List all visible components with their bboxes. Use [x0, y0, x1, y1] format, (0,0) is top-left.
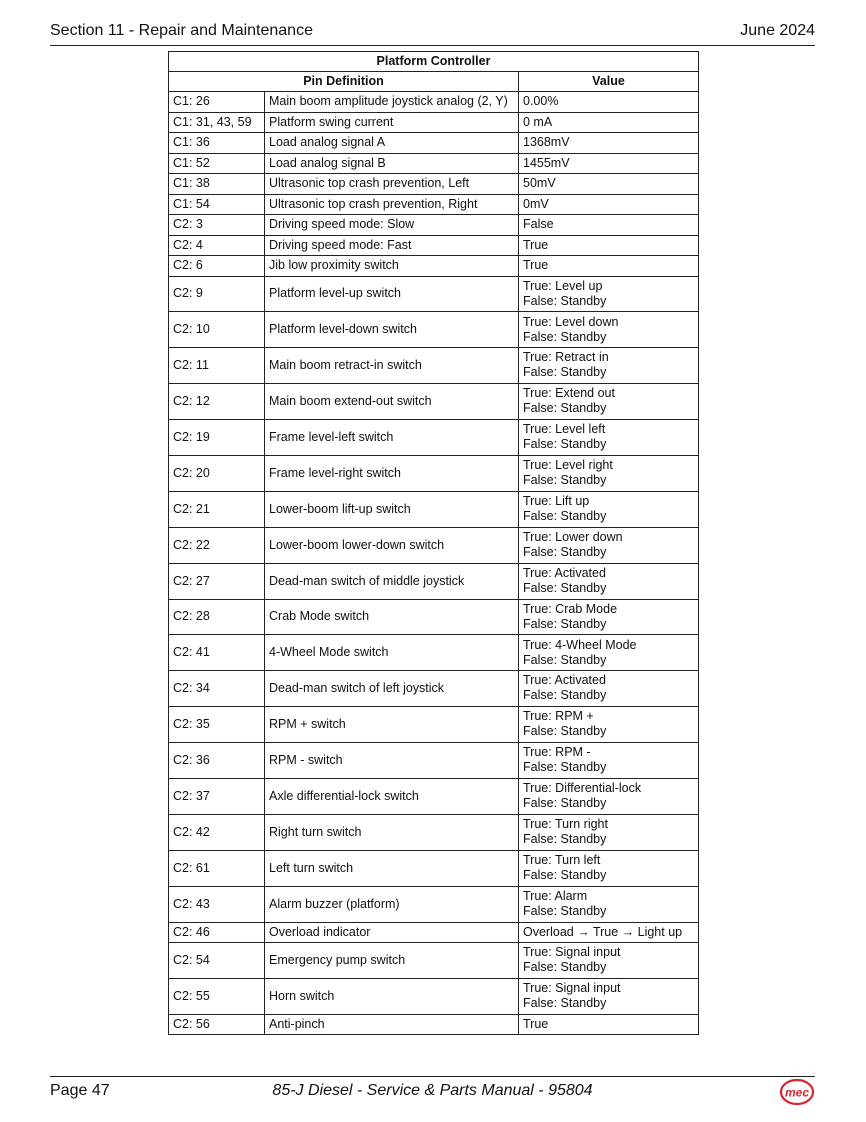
value-cell	[519, 420, 699, 456]
pin-cell: C2: 61	[169, 850, 265, 886]
pin-cell: C2: 19	[169, 420, 265, 456]
section-title: Section 11 - Repair and Maintenance	[50, 22, 313, 39]
definition-cell: Dead-man switch of middle joystick	[265, 563, 519, 599]
value-cell	[519, 215, 699, 236]
table-row	[169, 814, 699, 850]
table-row	[169, 312, 699, 348]
value-line-2: False: Standby	[523, 401, 607, 416]
value-line-1: True: Retract in	[523, 350, 609, 365]
value-line-2: False: Standby	[523, 509, 607, 524]
table-row	[169, 235, 699, 256]
table-row	[169, 563, 699, 599]
value-line-2: False: Standby	[523, 473, 607, 488]
table-row	[169, 707, 699, 743]
table-row	[169, 256, 699, 277]
value-line-2: False: Standby	[523, 652, 607, 667]
value-line-1: True: Turn left	[523, 852, 601, 867]
pin-cell: C2: 27	[169, 563, 265, 599]
value-line-2: False: Standby	[523, 329, 607, 344]
value-cell	[519, 563, 699, 599]
definition-cell: Frame level-right switch	[265, 455, 519, 491]
value-line-1: True	[523, 1017, 549, 1032]
definition-cell: 4-Wheel Mode switch	[265, 635, 519, 671]
definition-cell: Dead-man switch of left joystick	[265, 671, 519, 707]
value-cell	[519, 886, 699, 922]
value-cell	[519, 814, 699, 850]
value-line-1: Overload → True → Light up	[523, 924, 683, 939]
value-cell	[519, 922, 699, 943]
value-line-1: True: RPM -	[523, 745, 591, 760]
value-line-1: True: Lift up	[523, 494, 590, 509]
definition-cell: Ultrasonic top crash prevention, Left	[265, 174, 519, 195]
value-cell	[519, 174, 699, 195]
value-cell	[519, 943, 699, 979]
value-cell	[519, 133, 699, 154]
value-line-1: True: Lower down	[523, 529, 623, 544]
value-line-1: 0 mA	[523, 114, 553, 129]
value-line-1: True	[523, 258, 549, 273]
value-line-2: False: Standby	[523, 365, 607, 380]
value-cell	[519, 743, 699, 779]
definition-cell: RPM - switch	[265, 743, 519, 779]
table-row	[169, 778, 699, 814]
value-line-2: False: Standby	[523, 437, 607, 452]
pin-cell: C2: 28	[169, 599, 265, 635]
pin-cell: C1: 38	[169, 174, 265, 195]
svg-text:mec: mec	[784, 1085, 810, 1100]
table-row	[169, 133, 699, 154]
table-title-row	[169, 52, 699, 72]
table-row	[169, 922, 699, 943]
value-cell	[519, 384, 699, 420]
pin-definition-header: Pin Definition	[169, 72, 519, 92]
value-line-1: True: Crab Mode	[523, 601, 618, 616]
pin-cell: C2: 56	[169, 1014, 265, 1035]
definition-cell: Main boom retract-in switch	[265, 348, 519, 384]
value-line-1: True: Turn right	[523, 817, 608, 832]
definition-cell: Platform level-up switch	[265, 276, 519, 312]
definition-cell: Emergency pump switch	[265, 943, 519, 979]
definition-cell: Driving speed mode: Slow	[265, 215, 519, 236]
definition-cell: Left turn switch	[265, 850, 519, 886]
value-line-1: False	[523, 217, 554, 232]
value-line-2: False: Standby	[523, 616, 607, 631]
value-line-2: False: Standby	[523, 867, 607, 882]
page-footer	[50, 1076, 815, 1107]
pin-cell: C2: 22	[169, 527, 265, 563]
header-date: June 2024	[740, 22, 815, 39]
value-line-1: True: Level down	[523, 314, 619, 329]
manual-title: 85-J Diesel - Service & Parts Manual - 95804	[272, 1082, 593, 1099]
value-cell	[519, 599, 699, 635]
pin-cell: C2: 41	[169, 635, 265, 671]
table-row	[169, 886, 699, 922]
definition-cell: Overload indicator	[265, 922, 519, 943]
table-row	[169, 1014, 699, 1035]
value-cell	[519, 978, 699, 1014]
value-line-1: True: Activated	[523, 673, 606, 688]
table-row	[169, 850, 699, 886]
table-row	[169, 92, 699, 113]
definition-cell: Driving speed mode: Fast	[265, 235, 519, 256]
table-row	[169, 743, 699, 779]
value-line-1: 0mV	[523, 196, 549, 211]
value-cell	[519, 671, 699, 707]
pin-cell: C2: 37	[169, 778, 265, 814]
table-row	[169, 671, 699, 707]
definition-cell: Axle differential-lock switch	[265, 778, 519, 814]
pin-cell: C2: 43	[169, 886, 265, 922]
pin-cell: C2: 10	[169, 312, 265, 348]
value-line-1: True: Signal input	[523, 981, 621, 996]
value-cell	[519, 455, 699, 491]
pin-cell: C2: 35	[169, 707, 265, 743]
table-row	[169, 599, 699, 635]
definition-cell: Main boom amplitude joystick analog (2, Y)	[265, 92, 519, 113]
pin-cell: C2: 6	[169, 256, 265, 277]
value-cell	[519, 635, 699, 671]
pin-cell: C2: 34	[169, 671, 265, 707]
value-cell	[519, 312, 699, 348]
value-cell	[519, 235, 699, 256]
value-line-1: True: RPM +	[523, 709, 594, 724]
pin-cell: C2: 42	[169, 814, 265, 850]
pin-cell: C1: 36	[169, 133, 265, 154]
value-line-1: True: Alarm	[523, 888, 588, 903]
value-line-2: False: Standby	[523, 688, 607, 703]
definition-cell: Anti-pinch	[265, 1014, 519, 1035]
pin-cell: C2: 36	[169, 743, 265, 779]
value-cell	[519, 1014, 699, 1035]
pin-cell: C2: 55	[169, 978, 265, 1014]
value-cell	[519, 707, 699, 743]
pin-cell: C2: 20	[169, 455, 265, 491]
table-row	[169, 194, 699, 215]
table-row	[169, 491, 699, 527]
value-line-1: 1455mV	[523, 155, 570, 170]
pin-cell: C2: 4	[169, 235, 265, 256]
table-row	[169, 348, 699, 384]
value-line-1: 1368mV	[523, 135, 570, 150]
value-line-2: False: Standby	[523, 293, 607, 308]
value-line-2: False: Standby	[523, 832, 607, 847]
table-row	[169, 384, 699, 420]
value-cell	[519, 276, 699, 312]
page-number: Page 47	[50, 1082, 110, 1099]
value-line-1: 50mV	[523, 176, 556, 191]
value-line-2: False: Standby	[523, 544, 607, 559]
page-header	[50, 21, 815, 46]
pin-cell: C1: 52	[169, 153, 265, 174]
value-line-1: True: Extend out	[523, 386, 615, 401]
value-cell	[519, 256, 699, 277]
definition-cell: Ultrasonic top crash prevention, Right	[265, 194, 519, 215]
pin-cell: C2: 9	[169, 276, 265, 312]
pin-cell: C2: 46	[169, 922, 265, 943]
value-line-2: False: Standby	[523, 580, 607, 595]
value-line-2: False: Standby	[523, 903, 607, 918]
value-line-1: 0.00%	[523, 94, 559, 109]
definition-cell: Lower-boom lift-up switch	[265, 491, 519, 527]
definition-cell: Alarm buzzer (platform)	[265, 886, 519, 922]
pin-cell: C1: 54	[169, 194, 265, 215]
value-cell	[519, 778, 699, 814]
pin-cell: C2: 12	[169, 384, 265, 420]
value-cell	[519, 348, 699, 384]
pin-cell: C2: 54	[169, 943, 265, 979]
table-row	[169, 455, 699, 491]
value-line-2: False: Standby	[523, 996, 607, 1011]
value-line-1: True: Differential-lock	[523, 781, 642, 796]
definition-cell: Crab Mode switch	[265, 599, 519, 635]
definition-cell: Main boom extend-out switch	[265, 384, 519, 420]
value-header: Value	[519, 72, 699, 92]
table-row	[169, 978, 699, 1014]
definition-cell: Platform swing current	[265, 112, 519, 133]
value-line-1: True: Level right	[523, 458, 613, 473]
table-row	[169, 276, 699, 312]
definition-cell: Load analog signal A	[265, 133, 519, 154]
value-line-2: False: Standby	[523, 760, 607, 775]
table-row	[169, 153, 699, 174]
value-line-1: True	[523, 237, 549, 252]
table-row	[169, 215, 699, 236]
pin-cell: C2: 3	[169, 215, 265, 236]
value-line-1: True: Signal input	[523, 945, 621, 960]
table-row	[169, 527, 699, 563]
definition-cell: Platform level-down switch	[265, 312, 519, 348]
value-line-1: True: Activated	[523, 565, 606, 580]
value-line-2: False: Standby	[523, 960, 607, 975]
pin-cell: C1: 31, 43, 59	[169, 112, 265, 133]
table-row	[169, 943, 699, 979]
table-row	[169, 420, 699, 456]
value-line-1: True: 4-Wheel Mode	[523, 637, 637, 652]
table-row	[169, 174, 699, 195]
table-row	[169, 635, 699, 671]
value-cell	[519, 92, 699, 113]
value-cell	[519, 527, 699, 563]
value-cell	[519, 153, 699, 174]
definition-cell: RPM + switch	[265, 707, 519, 743]
value-line-2: False: Standby	[523, 796, 607, 811]
value-cell	[519, 194, 699, 215]
table-header-row	[169, 72, 699, 92]
value-line-1: True: Level up	[523, 278, 603, 293]
table-title: Platform Controller	[169, 52, 699, 72]
definition-cell: Lower-boom lower-down switch	[265, 527, 519, 563]
mec-logo-icon	[779, 1078, 815, 1106]
value-cell	[519, 491, 699, 527]
value-cell	[519, 850, 699, 886]
platform-controller-table	[168, 51, 699, 1035]
value-line-1: True: Level left	[523, 422, 606, 437]
definition-cell: Load analog signal B	[265, 153, 519, 174]
value-line-2: False: Standby	[523, 724, 607, 739]
pin-cell: C2: 21	[169, 491, 265, 527]
definition-cell: Horn switch	[265, 978, 519, 1014]
value-cell	[519, 112, 699, 133]
table-body	[169, 92, 699, 1035]
definition-cell: Right turn switch	[265, 814, 519, 850]
pin-cell: C1: 26	[169, 92, 265, 113]
pin-cell: C2: 11	[169, 348, 265, 384]
definition-cell: Jib low proximity switch	[265, 256, 519, 277]
definition-cell: Frame level-left switch	[265, 420, 519, 456]
table-row	[169, 112, 699, 133]
